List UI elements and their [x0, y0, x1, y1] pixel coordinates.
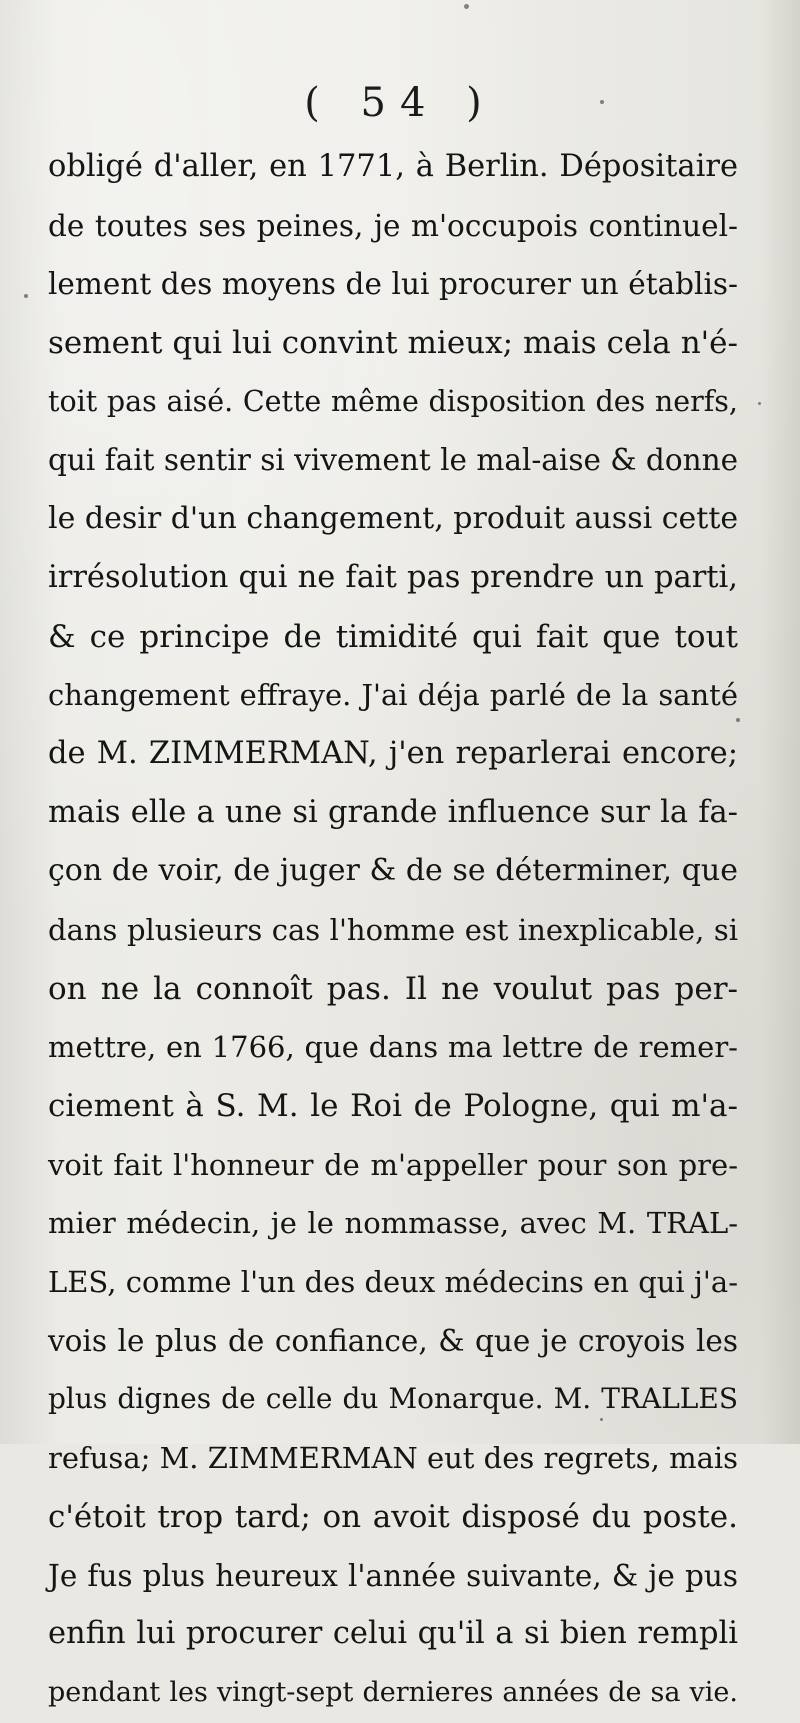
body-text [48, 138, 738, 1723]
text-line: irrésolution qui ne fait pas prendre un parti, [48, 559, 738, 595]
ink-speck [758, 402, 761, 405]
text-line: de toutes ses peines, je m'occupois continuel- [48, 208, 738, 243]
text-line: de M. ZIMMERMAN, j'en reparlerai encore; [48, 735, 738, 771]
text-line: vois le plus de confiance, & que je croyois les [48, 1323, 738, 1358]
text-line: mier médecin, je le nommasse, avec M. TRAL- [48, 1206, 738, 1241]
text-line: voit fait l'honneur de m'appeller pour son pre- [48, 1147, 738, 1182]
text-line: le desir d'un changement, produit aussi cette [48, 501, 739, 537]
text-line: ciement à S. M. le Roi de Pologne, qui m'a- [48, 1088, 738, 1124]
text-line: sement qui lui convint mieux; mais cela n'é- [48, 325, 738, 362]
ink-speck [24, 294, 28, 298]
text-line: plus dignes de celle du Monarque. M. TRALLES [48, 1382, 738, 1416]
text-line: mettre, en 1766, que dans ma lettre de remer- [48, 1030, 738, 1065]
text-line: çon de voir, de juger & de se déterminer, que [48, 853, 738, 889]
text-line: on ne la connoît pas. Il ne voulut pas per- [48, 970, 738, 1007]
text-line: qui fait sentir si vivement le mal-aise & donne [48, 443, 739, 478]
text-line: obligé d'aller, en 1771, à Berlin. Dépositaire [48, 149, 738, 184]
text-line: LES, comme l'un des deux médecins en qui j'a- [48, 1265, 738, 1300]
text-line: enfin lui procurer celui qu'il a si bien rempli [48, 1616, 738, 1652]
text-line: mais elle a une si grande influence sur la fa- [48, 794, 738, 830]
text-line: changement effraye. J'ai déja parlé de la santé [48, 678, 738, 713]
text-line: dans plusieurs cas l'homme est inexplicable, si [48, 912, 738, 947]
text-line: pendant les vingt-sept dernieres années de sa vie. [48, 1676, 738, 1708]
text-line: refusa; M. ZIMMERMAN eut des regrets, mais [48, 1441, 739, 1476]
page-number: ( 54 ) [304, 80, 496, 126]
ink-speck [464, 4, 469, 9]
text-line: lement des moyens de lui procurer un établis- [48, 267, 738, 302]
text-line: toit pas aisé. Cette même disposition des nerfs, [48, 384, 738, 418]
text-line: & ce principe de timidité qui fait que tout [48, 618, 738, 655]
text-line: Je fus plus heureux l'année suivante, & je pus [48, 1558, 738, 1593]
text-line: c'étoit trop tard; on avoit disposé du poste. [48, 1498, 738, 1535]
